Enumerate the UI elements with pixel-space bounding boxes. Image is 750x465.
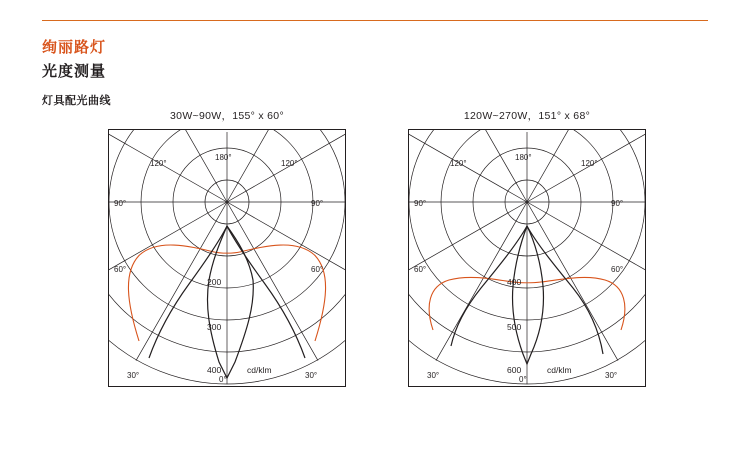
chart-right-black-curve	[512, 226, 543, 364]
chart-left-angle-30-right: 30°	[305, 371, 318, 380]
chart-left-angle-60-left: 60°	[114, 265, 127, 274]
chart-left-black-curve	[207, 226, 253, 378]
chart-left-svg	[109, 130, 345, 386]
header-divider	[42, 20, 708, 21]
chart-right-svg	[409, 130, 645, 386]
chart-right-angle-180: 180°	[515, 153, 532, 162]
page-subtitle: 灯具配光曲线	[42, 95, 111, 107]
chart-right-tick-400: 400	[507, 277, 522, 287]
chart-left-angle-180: 180°	[215, 153, 232, 162]
chart-left-tick-400: 400	[207, 365, 222, 375]
chart-right-angle-30-left: 30°	[427, 371, 440, 380]
chart-left-angle-120-right: 120°	[281, 159, 298, 168]
chart-left-angle-30-left: 30°	[127, 371, 140, 380]
chart-right-title: 120W~270W，151° x 68°	[463, 110, 591, 122]
chart-left-angle-0: 0°	[219, 375, 227, 384]
chart-left-angle-60-right: 60°	[311, 265, 324, 274]
photometric-chart-left	[102, 108, 352, 387]
chart-left-tick-200: 200	[207, 277, 222, 287]
brand-title: 绚丽路灯	[42, 39, 107, 56]
chart-right-angle-30-right: 30°	[605, 371, 618, 380]
chart-left-angle-90-left: 90°	[114, 199, 127, 208]
chart-right-angle-90-right: 90°	[611, 199, 624, 208]
chart-right-angle-60-right: 60°	[611, 265, 624, 274]
chart-left-frame	[108, 129, 346, 387]
chart-right-angle-120-right: 120°	[581, 159, 598, 168]
photometric-chart-right	[402, 108, 652, 387]
chart-right-angle-120-left: 120°	[450, 159, 467, 168]
chart-right-angle-90-left: 90°	[414, 199, 427, 208]
chart-right-angle-60-left: 60°	[414, 265, 427, 274]
chart-left-unit-label: cd/klm	[247, 365, 272, 375]
chart-right-angle-0: 0°	[519, 375, 527, 384]
chart-right-tick-600: 600	[507, 365, 522, 375]
chart-right-frame	[408, 129, 646, 387]
chart-left-tick-300: 300	[207, 322, 222, 332]
chart-left-angle-90-right: 90°	[311, 199, 324, 208]
chart-right-unit-label: cd/klm	[547, 365, 572, 375]
chart-left-title: 30W~90W，155° x 60°	[170, 110, 284, 122]
page-title: 光度测量	[42, 63, 107, 80]
chart-right-tick-500: 500	[507, 322, 522, 332]
chart-left-angle-120-left: 120°	[150, 159, 167, 168]
